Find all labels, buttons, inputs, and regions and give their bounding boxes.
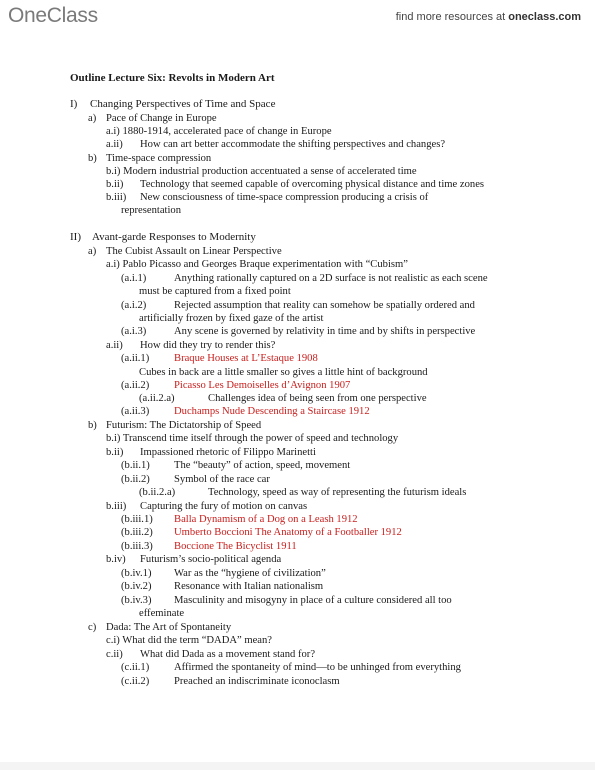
promo-link[interactable]: oneclass.com [508, 11, 581, 23]
outline-label: b.ii) [106, 447, 124, 458]
outline-label: a.ii) [106, 340, 123, 351]
outline-item: Capturing the fury of motion on canvas [140, 501, 308, 512]
outline-label: (a.ii.3) [121, 406, 150, 417]
promo-prefix: find more resources at [395, 11, 509, 23]
outline-item: Technology, speed as way of representing the futurism ideals [208, 487, 467, 498]
outline-label: a) [88, 113, 97, 124]
outline-label: b) [88, 420, 97, 431]
outline-label: (a.ii.1) [121, 353, 150, 364]
outline-item: b.i) Modern industrial production accentuated a sense of accelerated time [106, 166, 417, 177]
outline-item: What did Dada as a movement stand for? [140, 649, 316, 660]
outline-item: representation [121, 205, 182, 216]
outline-label: (c.ii.1) [121, 662, 150, 673]
outline-item: Futurism: The Dictatorship of Speed [106, 420, 262, 431]
outline-label: (b.iii.1) [121, 514, 153, 525]
outline-item: effeminate [139, 608, 185, 619]
outline-label: (b.iii.3) [121, 541, 153, 552]
outline-label: (a.ii.2) [121, 380, 150, 391]
outline-label: c.ii) [106, 649, 123, 660]
outline-item: Any scene is governed by relativity in time and by shifts in perspective [174, 326, 476, 337]
outline-item: How did they try to render this? [140, 340, 276, 351]
artwork-reference: Boccione The Bicyclist 1911 [174, 541, 297, 552]
outline-item: The “beauty” of action, speed, movement [174, 460, 351, 471]
outline-item: Time-space compression [106, 153, 212, 164]
outline-label: (b.ii.2.a) [139, 487, 176, 498]
outline-label: (c.ii.2) [121, 676, 150, 687]
outline-item: How can art better accommodate the shifting perspectives and changes? [140, 139, 446, 150]
section-label: II) [70, 231, 81, 243]
outline-label: a.ii) [106, 139, 123, 150]
outline-label: c) [88, 622, 97, 633]
outline-item: The Cubist Assault on Linear Perspective [106, 246, 282, 257]
outline-item: Impassioned rhetoric of Filippo Marinetti [140, 447, 316, 458]
outline-item: Technology that seemed capable of overcoming physical distance and time zones [140, 179, 485, 190]
outline-item: artificially frozen by fixed gaze of the artist [139, 313, 324, 324]
outline-label: (b.ii.1) [121, 460, 150, 471]
outline-label: (a.ii.2.a) [139, 393, 175, 404]
artwork-reference: Braque Houses at L’Estaque 1908 [174, 353, 318, 364]
document-title: Outline Lecture Six: Revolts in Modern Art [70, 72, 275, 84]
outline-label: (a.i.1) [121, 273, 147, 284]
bottom-bar [0, 762, 595, 770]
outline-label: b) [88, 153, 97, 164]
outline-label: b.ii) [106, 179, 124, 190]
outline-item: c.i) What did the term “DADA” mean? [106, 635, 273, 646]
outline-item: a.i) Pablo Picasso and Georges Braque experimentation with “Cubism” [106, 259, 408, 270]
outline-item: Futurism’s socio-political agenda [140, 554, 282, 565]
oneclass-logo[interactable]: OneClass [8, 4, 98, 27]
outline-item: War as the “hygiene of civilization” [174, 568, 326, 579]
outline-label: (b.iii.2) [121, 527, 153, 538]
artwork-reference: Balla Dynamism of a Dog on a Leash 1912 [174, 514, 358, 525]
section-heading: Changing Perspectives of Time and Space [90, 98, 276, 110]
outline-item: Affirmed the spontaneity of mind—to be unhinged from everything [174, 662, 461, 673]
outline-item: New consciousness of time-space compression producing a crisis of [140, 192, 429, 203]
section-heading: Avant-garde Responses to Modernity [92, 231, 256, 243]
section-label: I) [70, 98, 78, 110]
artwork-reference: Duchamps Nude Descending a Staircase 1912 [174, 406, 370, 417]
outline-label: (b.iv.3) [121, 595, 152, 606]
artwork-reference: Picasso Les Demoiselles d’Avignon 1907 [174, 380, 351, 391]
outline-label: b.iii) [106, 192, 127, 203]
outline-label: (b.ii.2) [121, 474, 150, 485]
artwork-reference: Umberto Boccioni The Anatomy of a Footballer 1912 [174, 527, 402, 538]
outline-item: Dada: The Art of Spontaneity [106, 622, 232, 633]
outline-label: (a.i.2) [121, 300, 147, 311]
outline-item: Anything rationally captured on a 2D surface is not realistic as each scene [174, 273, 488, 284]
outline-item: a.i) 1880-1914, accelerated pace of change in Europe [106, 126, 332, 137]
outline-label: (b.iv.2) [121, 581, 152, 592]
outline-item: Resonance with Italian nationalism [174, 581, 324, 592]
outline-item: Pace of Change in Europe [106, 113, 217, 124]
outline-label: (b.iv.1) [121, 568, 152, 579]
outline-item: Cubes in back are a little smaller so gives a little hint of background [139, 367, 428, 378]
outline-label: (a.i.3) [121, 326, 147, 337]
outline-item: Preached an indiscriminate iconoclasm [174, 676, 340, 687]
outline-item: must be captured from a fixed point [139, 286, 291, 297]
outline-label: b.iii) [106, 501, 127, 512]
outline-item: Masculinity and misogyny in place of a culture considered all too [174, 595, 452, 606]
outline-label: a) [88, 246, 97, 257]
outline-item: b.i) Transcend time itself through the power of speed and technology [106, 433, 399, 444]
outline-item: Rejected assumption that reality can somehow be spatially ordered and [174, 300, 475, 311]
outline-item: Symbol of the race car [174, 474, 270, 485]
outline-label: b.iv) [106, 554, 126, 565]
outline-item: Challenges idea of being seen from one perspective [208, 393, 427, 404]
